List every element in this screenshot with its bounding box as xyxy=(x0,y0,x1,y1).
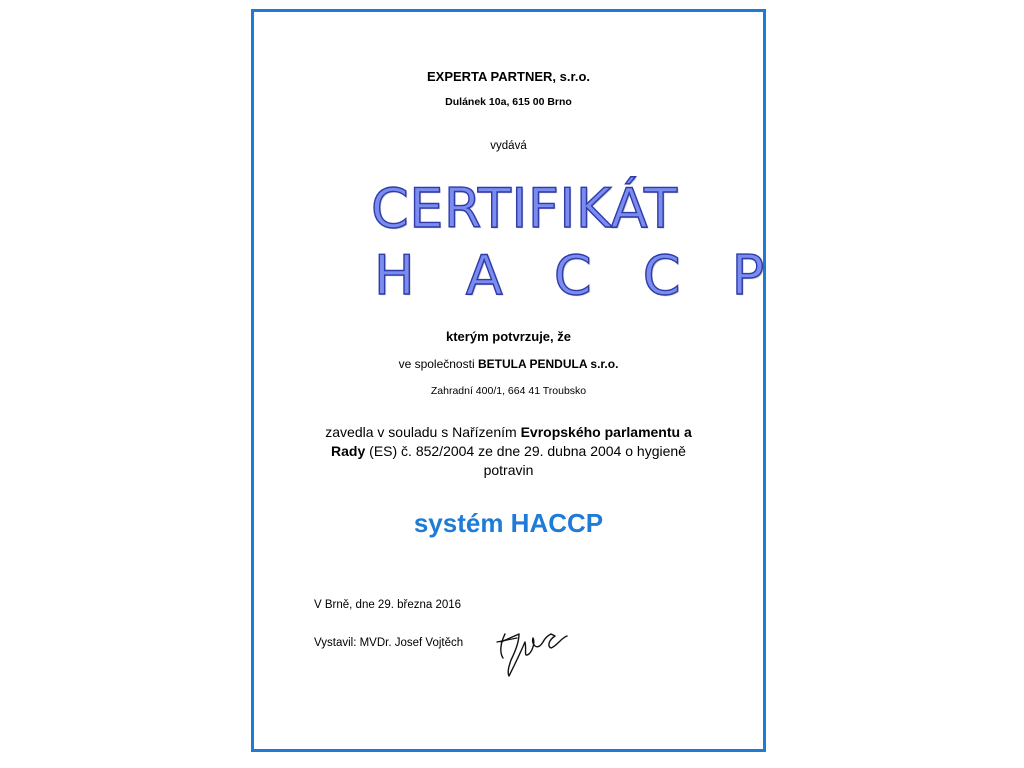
certificate-title: CERTIFIKÁT xyxy=(371,177,678,240)
regulation-line-1-bold: Evropského parlamentu a xyxy=(520,424,692,440)
company-name: BETULA PENDULA s.r.o. xyxy=(477,357,619,371)
system-name: systém HACCP xyxy=(413,508,604,538)
company-address: Zahradní 400/1, 664 41 Troubsko xyxy=(430,385,587,397)
regulation-line-2 xyxy=(254,442,763,461)
regulation-statement xyxy=(254,423,763,480)
regulation-line-1 xyxy=(254,423,763,442)
certificate-document xyxy=(251,9,782,752)
issue-date: V Brně, dne 29. března 2016 xyxy=(314,599,462,611)
issuer-address: Dulánek 10a, 615 00 Brno xyxy=(445,96,572,108)
signature-image xyxy=(489,612,579,682)
company-prefix: ve společnosti xyxy=(398,357,478,371)
issues-word: vydává xyxy=(490,140,527,152)
issuer-name: EXPERTA PARTNER, s.r.o. xyxy=(426,69,590,84)
company-line xyxy=(254,357,763,371)
regulation-line-3-plain: potravin xyxy=(483,462,534,478)
issued-by: Vystavil: MVDr. Josef Vojtěch xyxy=(314,637,464,649)
certificate-subtitle: H A C C P xyxy=(374,244,782,307)
confirmation-line: kterým potvrzuje, že xyxy=(446,329,571,344)
regulation-line-3 xyxy=(254,461,763,480)
regulation-line-2-bold: Rady xyxy=(331,443,366,459)
regulation-line-2-plain: (ES) č. 852/2004 ze dne 29. dubna 2004 o hygieně xyxy=(365,443,686,459)
regulation-line-1-plain: zavedla v souladu s Nařízením xyxy=(325,424,521,440)
